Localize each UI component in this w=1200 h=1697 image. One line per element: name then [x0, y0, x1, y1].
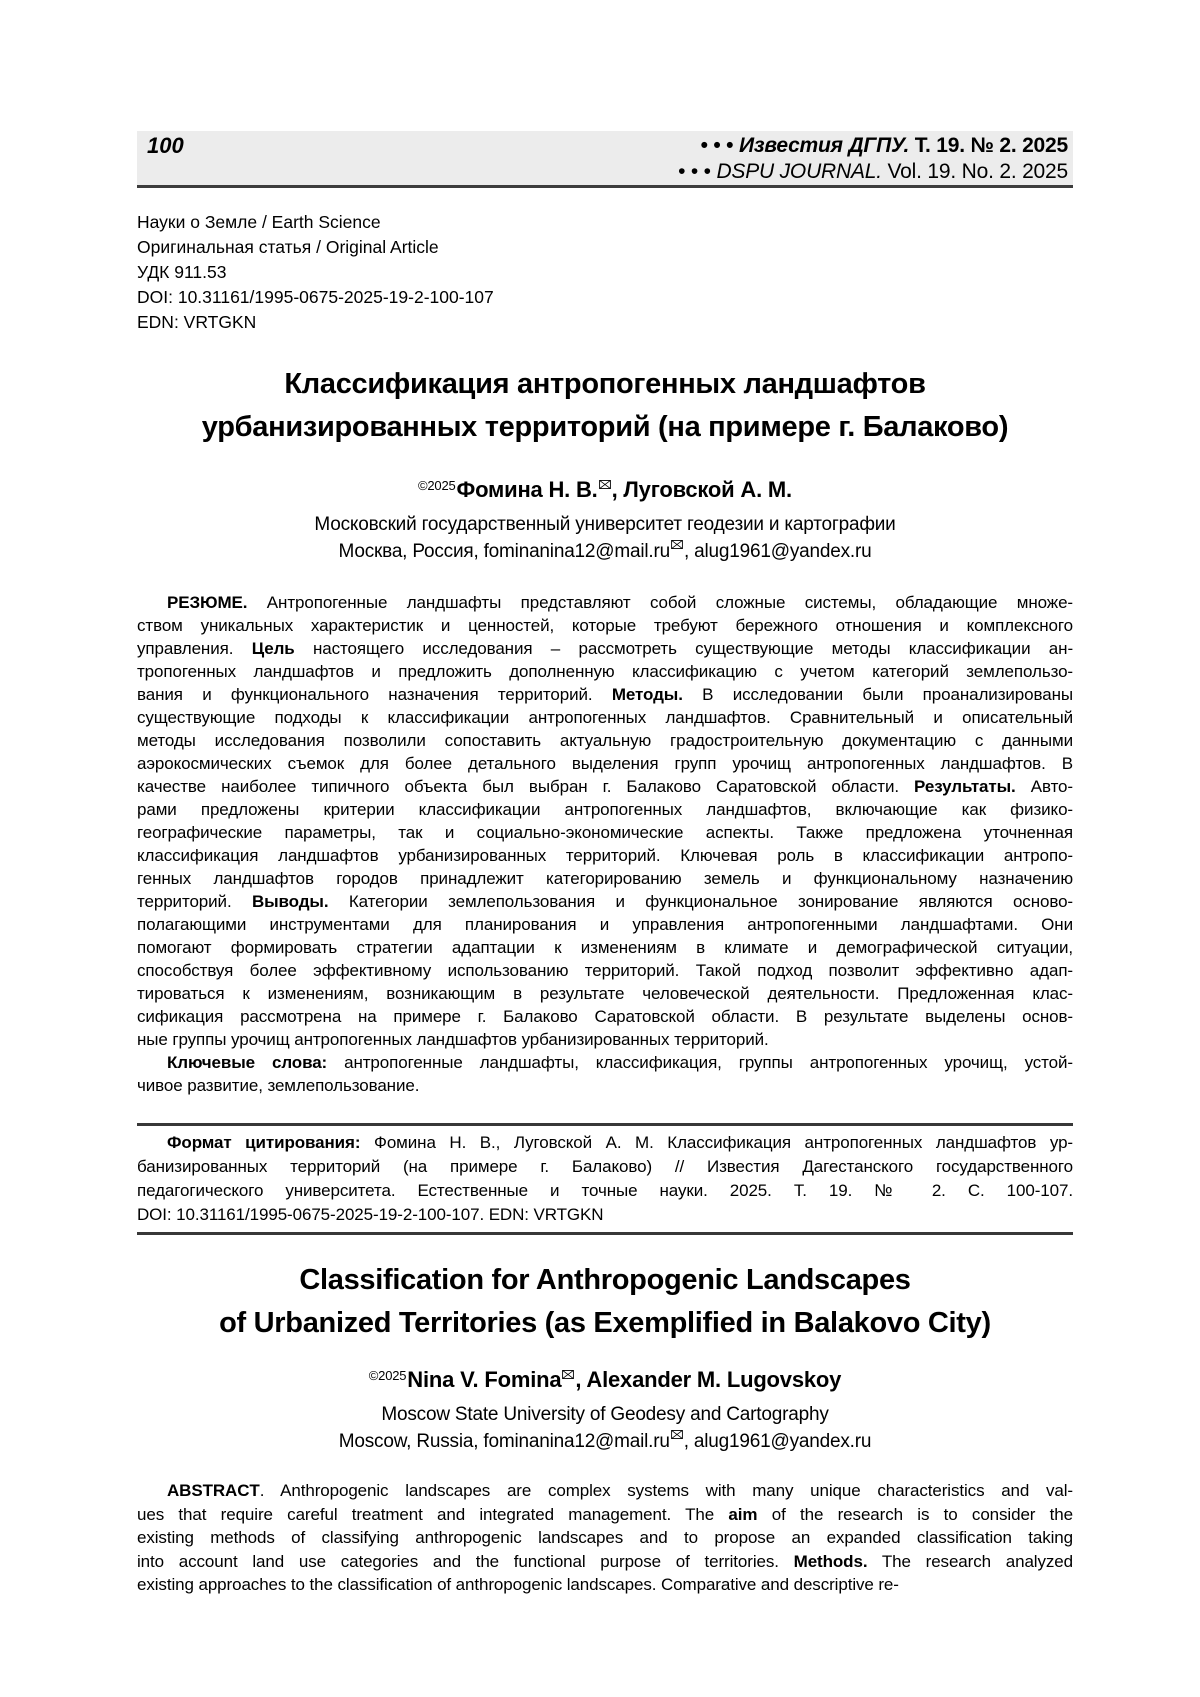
text-line: полагающими инструментами для планирования и управления антропогенными ландшафтами. Они: [137, 915, 1073, 934]
en-contact-part1: Moscow, Russia, fominanina12@mail.ru: [338, 1431, 670, 1452]
copyright-year: ©2025: [368, 1368, 407, 1383]
journal-title-en: DSPU JOURNAL.: [716, 160, 882, 183]
masthead-band: [137, 131, 1073, 188]
en-contact-part2: , alug1961@yandex.ru: [683, 1431, 872, 1452]
en-abstract: [137, 1479, 1073, 1597]
text-line: сификация рассмотрена на примере г. Балаково Саратовской области. В результате выделены основ-: [137, 1007, 1073, 1026]
doi: DOI: 10.31161/1995-0675-2025-19-2-100-107: [137, 287, 494, 307]
ru-author-1: Фомина Н. В.: [456, 477, 598, 502]
article-meta: [137, 210, 1073, 335]
text-line: existing approaches to the classification of anthropogenic landscapes. Comparative and descriptive re-: [137, 1575, 899, 1594]
copyright-year: ©2025: [418, 478, 456, 493]
text-line: existing methods of classifying anthropogenic landscapes and to propose an expanded classification taking: [137, 1528, 1073, 1547]
ru-affiliation-block: [137, 511, 1073, 565]
section-label: Науки о Земле / Earth Science: [137, 212, 381, 232]
text-line: DOI: 10.31161/1995-0675-2025-19-2-100-107. EDN: VRTGKN: [137, 1205, 604, 1224]
envelope-icon: [671, 1430, 683, 1439]
journal-issue-ru: Т. 19. № 2. 2025: [914, 134, 1068, 157]
ru-authors: [137, 471, 1073, 505]
text-line: РЕЗЮМЕ. Антропогенные ландшафты представляют собой сложные системы, обладающие множе-: [167, 593, 1073, 612]
text-line: географические параметры, так и социально-экономические аспекты. Также предложена уточненная: [137, 823, 1073, 842]
text-line: педагогического университета. Естественные и точные науки. 2025. Т. 19. № 2. С. 100-107.: [137, 1181, 1073, 1200]
edn: EDN: VRTGKN: [137, 312, 257, 332]
bullets: • • •: [678, 160, 711, 183]
ru-contact-line: [137, 538, 1073, 565]
envelope-icon: [599, 480, 611, 489]
text-line: вания и функционального назначения территорий. Методы. В исследовании были проанализированы: [137, 685, 1073, 704]
journal-line-en: [678, 159, 1068, 185]
udc-code: УДК 911.53: [137, 262, 227, 282]
journal-info: [678, 133, 1068, 185]
text-line: генных ландшафтов городов принадлежит категорированию земель и функциональному назначению: [137, 869, 1073, 888]
en-affiliation-block: [137, 1401, 1073, 1455]
text-line: территорий. Выводы. Категории землепользования и функциональное зонирование являются осново-: [137, 892, 1073, 911]
ru-affiliation: Московский государственный университет геодезии и картографии: [314, 514, 896, 535]
text-line: методы исследования позволили сопоставить актуальную градостроительную документацию с данными: [137, 731, 1073, 750]
text-line: тропогенных ландшафтов и предложить дополненную классификацию с учетом категорий землепользо-: [137, 662, 1073, 681]
text-line: помогают формировать стратегии адаптации к изменениям в климате и демографической ситуации,: [137, 938, 1073, 957]
text-line: качестве наиболее типичного объекта был выбран г. Балаково Саратовской области. Результаты. Авто-: [137, 777, 1073, 796]
text-line: тироваться к изменениям, возникающим в результате человеческой деятельности. Предложенная клас-: [137, 984, 1073, 1003]
article-type: Оригинальная статья / Original Article: [137, 237, 439, 257]
envelope-icon: [562, 1370, 574, 1379]
citation-block: [137, 1131, 1073, 1227]
envelope-icon: [671, 540, 683, 549]
ru-contact-part1: Москва, Россия, fominanina12@mail.ru: [338, 541, 670, 562]
text-line: банизированных территорий (на примере г. Балаково) // Известия Дагестанского государственного: [137, 1157, 1073, 1176]
divider: [137, 1123, 1073, 1126]
ru-title-line-2: урбанизированных территорий (на примере г. Балаково): [201, 411, 1009, 443]
text-line: классификация ландшафтов урбанизированных территорий. Ключевая роль в классификации антропо-: [137, 846, 1073, 865]
en-title-line-1: Classification for Anthropogenic Landscapes: [299, 1264, 911, 1296]
text-line: ues that require careful treatment and integrated management. The aim of the research is to consider the: [137, 1504, 1074, 1524]
en-contact-line: [137, 1428, 1073, 1455]
text-line: рами предложены критерии классификации антропогенных ландшафтов, включающие как физико-: [137, 800, 1073, 819]
text-line: ством уникальных характеристик и ценностей, которые требуют бережного отношения и комплексного: [137, 616, 1073, 635]
text-line: чивое развитие, землепользование.: [137, 1076, 420, 1095]
en-title: [137, 1259, 1073, 1345]
text-line: Ключевые слова: антропогенные ландшафты, классификация, группы антропогенных урочищ, устой-: [167, 1053, 1073, 1072]
en-title-line-2: of Urbanized Territories (as Exemplified in Balakovo City): [219, 1307, 991, 1339]
page-number: 100: [147, 133, 184, 158]
text-line: способствуя более эффективному использованию территорий. Такой подход позволит эффективно адап-: [137, 961, 1073, 980]
text-line: управления. Цель настоящего исследования – рассмотреть существующие методы классификации ан-: [137, 639, 1074, 658]
text-line: ные группы урочищ антропогенных ландшафтов урбанизированных территорий.: [137, 1030, 769, 1049]
ru-title: [137, 363, 1073, 449]
text-line: существующие подходы к классификации антропогенных ландшафтов. Сравнительный и описательный: [137, 708, 1073, 727]
en-affiliation: Moscow State University of Geodesy and Cartography: [381, 1404, 829, 1425]
ru-author-2: , Луговской А. М.: [611, 477, 792, 502]
text-line: Формат цитирования: Фомина Н. В., Луговской А. М. Классификация антропогенных ландшафтов ур-: [167, 1133, 1073, 1152]
page-content: [137, 0, 1073, 1597]
journal-issue-en: Vol. 19. No. 2. 2025: [887, 160, 1068, 183]
text-line: into account land use categories and the functional purpose of territories. Methods. The research analyzed: [137, 1551, 1073, 1571]
en-authors: [137, 1361, 1073, 1395]
bullets: • • •: [700, 134, 734, 157]
ru-abstract: [137, 591, 1073, 1051]
journal-line-ru: [678, 133, 1068, 159]
en-author-1: Nina V. Fomina: [407, 1367, 562, 1392]
en-author-2: , Alexander M. Lugovskoy: [575, 1367, 842, 1392]
journal-title-ru: Известия ДГПУ.: [738, 134, 910, 157]
ru-contact-part2: , alug1961@yandex.ru: [684, 541, 872, 562]
ru-title-line-1: Классификация антропогенных ландшафтов: [284, 368, 926, 400]
divider: [137, 1232, 1073, 1235]
text-line: ABSTRACT. Anthropogenic landscapes are complex systems with many unique characteristics and val-: [167, 1481, 1073, 1500]
text-line: аэрокосмических съемок для более детального выделения групп урочищ антропогенных ландшафтов. В: [137, 754, 1073, 773]
ru-keywords: [137, 1051, 1073, 1097]
